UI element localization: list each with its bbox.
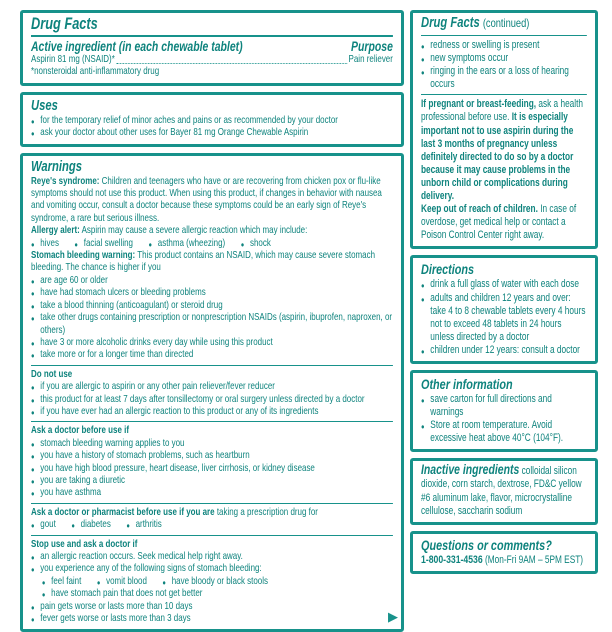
- bullet-icon: ●: [148, 239, 152, 249]
- bullet-icon: ●: [31, 339, 35, 349]
- bullet-icon: ●: [31, 289, 35, 299]
- bullet-icon: ●: [31, 301, 35, 311]
- list-item: ● you are taking a diuretic: [31, 475, 393, 487]
- list-item: ● an allergic reaction occurs. Seek medical help right away.: [31, 551, 393, 563]
- bullet-icon: ●: [421, 281, 425, 291]
- allergy-symptom-list: ● hives ● facial swelling ● asthma (wheezing) ● shock: [31, 238, 393, 250]
- list-item: ● if you are allergic to aspirin or any other pain reliever/fever reducer: [31, 381, 393, 393]
- bullet-icon: ●: [31, 395, 35, 405]
- right-column: [410, 10, 598, 574]
- purpose-heading: Purpose: [351, 39, 393, 54]
- drug-facts-continued-title: Drug Facts (continued): [421, 15, 530, 31]
- bullet-icon: ●: [41, 590, 46, 600]
- divider: [31, 421, 393, 422]
- list-item: ● redness or swelling is present: [421, 39, 587, 52]
- stop-use-heading: Stop use and ask a doctor if: [31, 538, 138, 550]
- nsaid-footnote: *nonsteroidal anti-inflammatory drug: [31, 66, 160, 78]
- inactive-ingredients-section: [410, 458, 598, 524]
- warnings-section: [20, 153, 404, 632]
- uses-section: [20, 92, 404, 147]
- list-item: ● you have high blood pressure, heart disease, liver cirrhosis, or kidney disease: [31, 463, 393, 475]
- bullet-icon: ●: [31, 239, 35, 249]
- divider: [31, 365, 393, 366]
- list-item: ● take a blood thinning (anticoagulant) or steroid drug: [31, 300, 393, 312]
- ask-doctor-heading: Ask a doctor before use if: [31, 425, 130, 437]
- bullet-icon: ●: [31, 464, 35, 474]
- purpose-value: Pain reliever: [348, 54, 393, 65]
- bullet-icon: ●: [126, 521, 130, 531]
- list-item: ● have had stomach ulcers or bleeding problems: [31, 287, 393, 299]
- bullet-icon: ●: [31, 615, 35, 625]
- list-item: ● this product for at least 7 days after tonsillectomy or oral surgery unless directed by a doctor: [31, 394, 393, 406]
- warnings-title: Warnings: [31, 158, 82, 175]
- ingredient-row: [31, 54, 393, 66]
- bullet-icon: ●: [31, 277, 35, 287]
- list-item: ● stomach bleeding warning applies to you: [31, 438, 393, 450]
- bullet-icon: ●: [31, 117, 35, 127]
- bullet-icon: ●: [71, 521, 75, 531]
- divider: [31, 35, 393, 37]
- bullet-icon: ●: [421, 422, 425, 432]
- divider: [421, 94, 587, 95]
- list-item: ● are age 60 or older: [31, 275, 393, 287]
- dotted-leader: [116, 63, 347, 64]
- other-information-title: Other information: [421, 375, 513, 392]
- reyes-syndrome-paragraph: Reye's syndrome: Children and teenagers who have or are recovering from chicken pox or flu-like symptoms should not use this product. When using this product, if changes in behavior with nausea and vomiting occur, consult a doctor because these symptoms could be an early sign of Reye's syndrome, a rare but serious illness.: [31, 175, 382, 224]
- list-item: ● children under 12 years: consult a doctor: [421, 344, 587, 357]
- list-item: ● for the temporary relief of minor aches and pains or as recommended by your doctor: [31, 115, 393, 127]
- drug-facts-continued-section: [410, 10, 598, 249]
- bullet-icon: ●: [421, 68, 425, 78]
- directions-section: [410, 255, 598, 364]
- bullet-icon: ●: [96, 578, 101, 588]
- list-item: ● if you have ever had an allergic reaction to this product or any of its ingredients: [31, 406, 393, 418]
- divider: [31, 535, 393, 536]
- list-item: ● save carton for full directions and warnings: [421, 392, 552, 419]
- questions-section: [410, 531, 598, 574]
- list-item: ● drink a full glass of water with each dose: [421, 278, 587, 291]
- divider: [31, 503, 393, 504]
- bullet-icon: ●: [31, 477, 35, 487]
- bullet-icon: ●: [31, 351, 35, 361]
- directions-title: Directions: [421, 261, 475, 278]
- list-item: ● you experience any of the following signs of stomach bleeding:: [31, 563, 393, 575]
- list-item: ● have stomach pain that does not get better: [42, 588, 393, 600]
- list-item: ● pain gets worse or lasts more than 10 days: [31, 601, 393, 613]
- list-item: ● you have a history of stomach problems, such as heartburn: [31, 450, 393, 462]
- do-not-use-heading: Do not use: [31, 368, 73, 380]
- inactive-ingredients-title: Inactive ingredients: [421, 462, 520, 478]
- list-item: ● have 3 or more alcoholic drinks every day while using this product: [31, 337, 393, 349]
- ask-pharmacist-paragraph: Ask a doctor or pharmacist before use if you are taking a prescription drug for: [31, 506, 318, 518]
- pregnancy-warning-paragraph: If pregnant or breast-feeding, ask a health professional before use. It is especially important not to use aspirin during the last 3 months of pregnancy unless definitely directed to do so by a doctor because it may cause problems in the unborn child or complications during delivery.: [421, 98, 584, 203]
- list-item: ● adults and children 12 years and over: take 4 to 8 chewable tablets every 4 hours not to exceed 48 tablets in 24 hours unless directed by a doctor: [421, 291, 586, 343]
- bullet-icon: ●: [421, 55, 425, 65]
- keep-out-of-reach-paragraph: Keep out of reach of children. In case of overdose, get medical help or contact a Poison Control Center right away.: [421, 203, 577, 242]
- phone-hours: (Mon-Fri 9AM – 5PM EST): [485, 553, 584, 566]
- bullet-icon: ●: [421, 347, 425, 357]
- bullet-icon: ●: [31, 383, 35, 393]
- bullet-icon: ●: [240, 239, 245, 249]
- list-item: ● fever gets worse or lasts more than 3 days: [31, 613, 393, 625]
- bullet-icon: ●: [31, 452, 35, 462]
- bleeding-signs-list: ● feel faint ● vomit blood ● have bloody or black stools: [42, 576, 393, 588]
- phone-line: [421, 554, 587, 567]
- ingredient-name: Aspirin 81 mg (NSAID)*: [31, 54, 115, 65]
- bullet-icon: ●: [31, 439, 35, 449]
- continued-arrow-icon: ▶: [388, 609, 398, 625]
- divider: [421, 35, 587, 36]
- bullet-icon: ●: [31, 408, 35, 418]
- bullet-icon: ●: [31, 565, 35, 575]
- bullet-icon: ●: [41, 578, 46, 588]
- list-item: ● ringing in the ears or a loss of hearing occurs: [421, 65, 569, 91]
- allergy-alert-paragraph: Allergy alert: Aspirin may cause a severe allergic reaction which may include:: [31, 225, 308, 237]
- left-column: [20, 10, 404, 632]
- phone-number: 1-800-331-4536: [421, 553, 483, 566]
- list-item: ● Store at room temperature. Avoid excessive heat above 40°C (104°F).: [421, 419, 564, 445]
- bullet-icon: ●: [31, 521, 35, 531]
- active-ingredient-heading: Active ingredient (in each chewable tablet): [31, 39, 243, 54]
- bullet-icon: ●: [31, 129, 35, 139]
- uses-title: Uses: [31, 97, 58, 114]
- drug-facts-title: Drug Facts: [31, 15, 98, 33]
- list-item: ● you have asthma: [31, 487, 393, 499]
- list-item: ● new symptoms occur: [421, 52, 587, 65]
- questions-title: Questions or comments?: [421, 536, 552, 553]
- bullet-icon: ●: [74, 239, 78, 249]
- bullet-icon: ●: [31, 489, 35, 499]
- bullet-icon: ●: [421, 42, 425, 52]
- bullet-icon: ●: [421, 396, 425, 406]
- bullet-icon: ●: [31, 602, 35, 612]
- inactive-ingredients-paragraph: Inactive ingredients colloidal silicon dioxide, corn starch, dextrose, FD&C yellow #6 aluminum lake, flavor, microcrystalline cellulose, saccharin sodium: [421, 462, 582, 517]
- bullet-icon: ●: [162, 578, 166, 588]
- list-item: ● ask your doctor about other uses for Bayer 81 mg Orange Chewable Aspirin: [31, 127, 393, 139]
- other-information-section: [410, 370, 598, 452]
- drug-facts-header-section: [20, 10, 404, 86]
- prescription-drug-list: ● gout ● diabetes ● arthritis: [31, 519, 393, 531]
- bullet-icon: ●: [31, 553, 35, 563]
- stomach-bleeding-paragraph: Stomach bleeding warning: This product contains an NSAID, which may cause severe stomach bleeding. The chance is higher if you: [31, 250, 376, 274]
- bullet-icon: ●: [421, 294, 425, 304]
- list-item: ● take more or for a longer time than directed: [31, 349, 393, 361]
- bullet-icon: ●: [31, 314, 35, 324]
- list-item: ● take other drugs containing prescription or nonprescription NSAIDs (aspirin, ibuprofen, naproxen, or others): [31, 312, 393, 336]
